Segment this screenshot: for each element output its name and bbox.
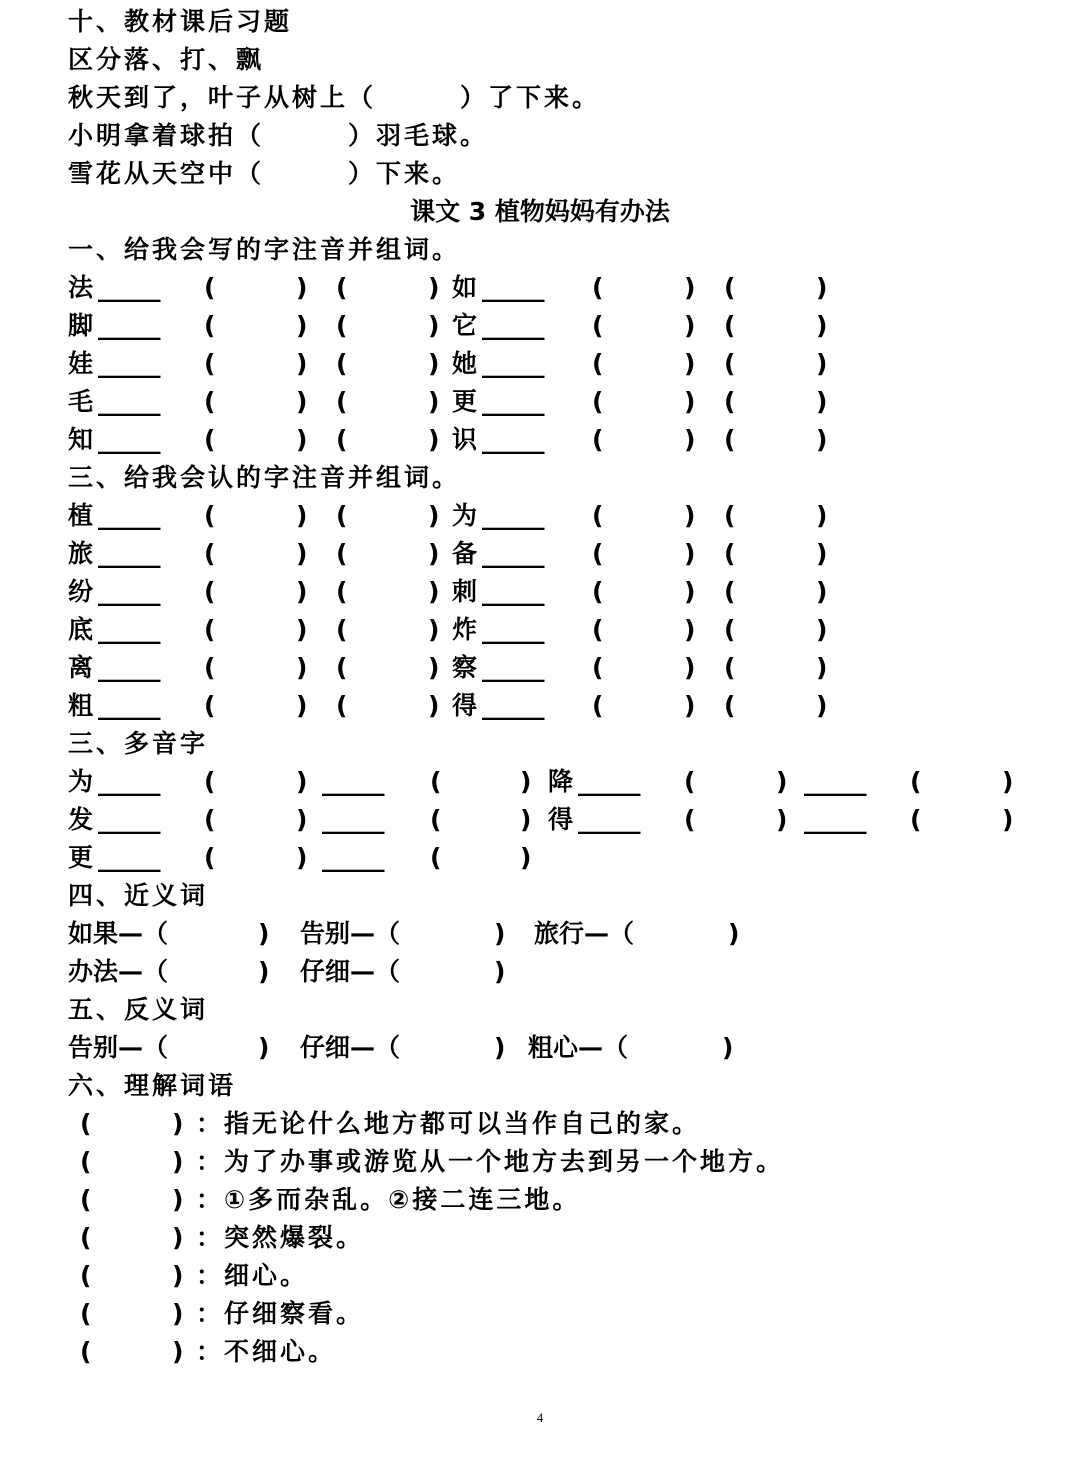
open-paren: ( (724, 615, 736, 644)
open-paren: ( (204, 615, 216, 644)
open-paren: ( (336, 425, 348, 454)
answer-line: _____ (98, 387, 161, 416)
answer-line: _____ (482, 653, 545, 682)
open-paren: ( (336, 577, 348, 606)
close-paren: ) (684, 311, 696, 340)
open-paren: ( (724, 691, 736, 720)
colon: ： (196, 1185, 225, 1214)
colon: ： (196, 1337, 225, 1366)
close-paren: ) (296, 843, 308, 872)
close-paren: ) (816, 615, 828, 644)
open-paren: ( (430, 843, 442, 872)
character: 毛 (68, 387, 94, 416)
definition-text: 突然爆裂。 (224, 1223, 365, 1252)
close-paren: ) (296, 501, 308, 530)
answer-line: _____ (98, 691, 161, 720)
answer-line: _____ (578, 805, 641, 834)
close-paren: ) (428, 425, 440, 454)
character: 纷 (68, 577, 94, 606)
section-heading: 十、教材课后习题 (68, 7, 293, 36)
colon: ： (196, 1299, 225, 1328)
open-paren: ( (80, 1261, 95, 1290)
open-paren: ( (592, 311, 604, 340)
close-paren: ) (296, 691, 308, 720)
definition-text: 细心。 (224, 1261, 309, 1290)
open-paren: ( (592, 539, 604, 568)
close-paren: ) (428, 653, 440, 682)
open-paren: ( (336, 311, 348, 340)
close-paren: ) (494, 919, 506, 948)
close-paren: ) (1002, 805, 1014, 834)
answer-line: _____ (804, 767, 867, 796)
close-paren: ) (816, 273, 828, 302)
close-paren: ) (722, 1033, 734, 1062)
open-paren: ( (910, 805, 922, 834)
close-paren: ) (520, 805, 532, 834)
close-paren: ) (684, 387, 696, 416)
close-paren: ) (296, 767, 308, 796)
character: 识 (452, 425, 478, 454)
close-paren: ) (428, 577, 440, 606)
section-heading: 六、理解词语 (68, 1071, 237, 1100)
close-paren: ) (684, 577, 696, 606)
close-paren: ) (816, 349, 828, 378)
answer-line: _____ (482, 577, 545, 606)
close-paren: ) (684, 349, 696, 378)
close-paren: ) (428, 273, 440, 302)
answer-line: _____ (482, 691, 545, 720)
open-paren: ( (684, 805, 696, 834)
close-paren: ) (684, 539, 696, 568)
answer-line: _____ (482, 539, 545, 568)
character: 为 (452, 501, 478, 530)
open-paren: ( (204, 425, 216, 454)
open-paren: ( (336, 653, 348, 682)
exercise-sentence: 小明拿着球拍（ ）羽毛球。 (68, 121, 489, 150)
open-paren: ( (80, 1109, 95, 1138)
answer-line: _____ (482, 311, 545, 340)
close-paren: ) (296, 311, 308, 340)
open-paren: ( (80, 1223, 95, 1252)
open-paren: ( (80, 1337, 95, 1366)
answer-line: _____ (482, 349, 545, 378)
answer-line: _____ (482, 501, 545, 530)
open-paren: ( (592, 501, 604, 530)
close-paren: ) (428, 691, 440, 720)
close-paren: ) (296, 425, 308, 454)
answer-line: _____ (98, 653, 161, 682)
open-paren: ( (592, 425, 604, 454)
close-paren: ) (684, 425, 696, 454)
character: 植 (68, 501, 94, 530)
close-paren: ) (296, 539, 308, 568)
character: 离 (68, 653, 94, 682)
exercise-sentence: 雪花从天空中（ ）下来。 (68, 159, 461, 188)
answer-line: _____ (98, 805, 161, 834)
open-paren: ( (204, 653, 216, 682)
close-paren: ) (172, 1109, 187, 1138)
open-paren: ( (336, 387, 348, 416)
word-prompt: 仔细—（ (300, 1033, 401, 1062)
close-paren: ) (428, 539, 440, 568)
character: 炸 (452, 615, 478, 644)
character: 旅 (68, 539, 94, 568)
close-paren: ) (296, 387, 308, 416)
colon: ： (196, 1147, 225, 1176)
definition-text: 不细心。 (224, 1337, 337, 1366)
close-paren: ) (172, 1337, 187, 1366)
close-paren: ) (296, 653, 308, 682)
section-heading: 三、多音字 (68, 729, 209, 758)
section-heading: 三、给我会认的字注音并组词。 (68, 463, 461, 492)
open-paren: ( (80, 1147, 95, 1176)
open-paren: ( (724, 577, 736, 606)
close-paren: ) (1002, 767, 1014, 796)
close-paren: ) (494, 1033, 506, 1062)
close-paren: ) (296, 615, 308, 644)
close-paren: ) (296, 805, 308, 834)
definition-text: ①多而杂乱。②接二连三地。 (224, 1185, 581, 1214)
open-paren: ( (336, 615, 348, 644)
open-paren: ( (336, 273, 348, 302)
close-paren: ) (172, 1185, 187, 1214)
character: 粗 (68, 691, 94, 720)
character: 底 (68, 615, 94, 644)
close-paren: ) (816, 653, 828, 682)
word-prompt: 如果—（ (68, 919, 169, 948)
word-prompt: 告别—（ (300, 919, 401, 948)
colon: ： (196, 1261, 225, 1290)
open-paren: ( (592, 615, 604, 644)
character: 发 (68, 805, 94, 834)
open-paren: ( (336, 691, 348, 720)
character: 更 (452, 387, 478, 416)
open-paren: ( (204, 577, 216, 606)
character: 知 (68, 425, 94, 454)
open-paren: ( (684, 767, 696, 796)
section-heading: 四、近义词 (68, 881, 209, 910)
close-paren: ) (816, 691, 828, 720)
colon: ： (196, 1223, 225, 1252)
answer-line: _____ (482, 387, 545, 416)
open-paren: ( (592, 691, 604, 720)
character: 得 (452, 691, 478, 720)
close-paren: ) (494, 957, 506, 986)
answer-line: _____ (98, 539, 161, 568)
section-heading: 一、给我会写的字注音并组词。 (68, 235, 461, 264)
close-paren: ) (684, 615, 696, 644)
close-paren: ) (816, 501, 828, 530)
open-paren: ( (724, 425, 736, 454)
close-paren: ) (816, 577, 828, 606)
answer-line: _____ (322, 843, 385, 872)
answer-line: _____ (322, 767, 385, 796)
close-paren: ) (816, 425, 828, 454)
close-paren: ) (172, 1299, 187, 1328)
character: 刺 (452, 577, 478, 606)
character: 得 (548, 805, 574, 834)
open-paren: ( (204, 767, 216, 796)
open-paren: ( (724, 273, 736, 302)
answer-line: _____ (578, 767, 641, 796)
instruction-text: 区分落、打、飘 (68, 45, 265, 74)
close-paren: ) (816, 311, 828, 340)
close-paren: ) (258, 957, 270, 986)
exercise-sentence: 秋天到了，叶子从树上（ ）了下来。 (68, 83, 601, 112)
answer-line: _____ (98, 501, 161, 530)
open-paren: ( (204, 311, 216, 340)
answer-line: _____ (482, 425, 545, 454)
definition-text: 仔细察看。 (224, 1299, 365, 1328)
answer-line: _____ (482, 615, 545, 644)
open-paren: ( (430, 805, 442, 834)
answer-line: _____ (98, 425, 161, 454)
character: 法 (68, 273, 94, 302)
close-paren: ) (172, 1223, 187, 1252)
close-paren: ) (816, 539, 828, 568)
open-paren: ( (336, 501, 348, 530)
open-paren: ( (724, 349, 736, 378)
close-paren: ) (428, 349, 440, 378)
close-paren: ) (428, 501, 440, 530)
close-paren: ) (684, 501, 696, 530)
open-paren: ( (204, 387, 216, 416)
open-paren: ( (724, 501, 736, 530)
colon: ： (196, 1109, 225, 1138)
answer-line: _____ (98, 615, 161, 644)
close-paren: ) (172, 1261, 187, 1290)
open-paren: ( (592, 349, 604, 378)
close-paren: ) (258, 1033, 270, 1062)
answer-line: _____ (322, 805, 385, 834)
close-paren: ) (520, 767, 532, 796)
character: 备 (452, 539, 478, 568)
close-paren: ) (776, 767, 788, 796)
answer-line: _____ (98, 273, 161, 302)
answer-line: _____ (804, 805, 867, 834)
definition-text: 指无论什么地方都可以当作自己的家。 (224, 1109, 701, 1138)
open-paren: ( (80, 1299, 95, 1328)
open-paren: ( (336, 539, 348, 568)
close-paren: ) (776, 805, 788, 834)
open-paren: ( (430, 767, 442, 796)
character: 为 (68, 767, 94, 796)
close-paren: ) (728, 919, 740, 948)
character: 降 (548, 767, 574, 796)
open-paren: ( (204, 273, 216, 302)
open-paren: ( (204, 501, 216, 530)
close-paren: ) (296, 349, 308, 378)
section-heading: 五、反义词 (68, 995, 209, 1024)
close-paren: ) (258, 919, 270, 948)
character: 它 (452, 311, 478, 340)
answer-line: _____ (482, 273, 545, 302)
close-paren: ) (520, 843, 532, 872)
answer-line: _____ (98, 577, 161, 606)
close-paren: ) (296, 577, 308, 606)
answer-line: _____ (98, 843, 161, 872)
close-paren: ) (172, 1147, 187, 1176)
word-prompt: 粗心—（ (528, 1033, 629, 1062)
character: 脚 (68, 311, 94, 340)
open-paren: ( (204, 349, 216, 378)
open-paren: ( (336, 349, 348, 378)
character: 她 (452, 349, 478, 378)
character: 娃 (68, 349, 94, 378)
open-paren: ( (592, 653, 604, 682)
open-paren: ( (724, 653, 736, 682)
open-paren: ( (204, 539, 216, 568)
open-paren: ( (592, 577, 604, 606)
close-paren: ) (684, 653, 696, 682)
word-prompt: 仔细—（ (300, 957, 401, 986)
close-paren: ) (684, 273, 696, 302)
close-paren: ) (296, 273, 308, 302)
word-prompt: 旅行—（ (534, 919, 635, 948)
character: 察 (452, 653, 478, 682)
open-paren: ( (724, 539, 736, 568)
answer-line: _____ (98, 767, 161, 796)
close-paren: ) (428, 311, 440, 340)
open-paren: ( (724, 311, 736, 340)
open-paren: ( (204, 843, 216, 872)
open-paren: ( (592, 273, 604, 302)
close-paren: ) (684, 691, 696, 720)
close-paren: ) (428, 615, 440, 644)
definition-text: 为了办事或游览从一个地方去到另一个地方。 (224, 1147, 785, 1176)
character: 如 (452, 273, 478, 302)
open-paren: ( (80, 1185, 95, 1214)
word-prompt: 办法—（ (68, 957, 169, 986)
open-paren: ( (204, 691, 216, 720)
open-paren: ( (724, 387, 736, 416)
open-paren: ( (592, 387, 604, 416)
page-number: 4 (536, 1410, 544, 1425)
word-prompt: 告别—（ (68, 1033, 169, 1062)
answer-line: _____ (98, 349, 161, 378)
close-paren: ) (428, 387, 440, 416)
character: 更 (68, 843, 94, 872)
close-paren: ) (816, 387, 828, 416)
open-paren: ( (910, 767, 922, 796)
open-paren: ( (204, 805, 216, 834)
answer-line: _____ (98, 311, 161, 340)
lesson-title: 课文 3 植物妈妈有办法 (410, 197, 670, 226)
